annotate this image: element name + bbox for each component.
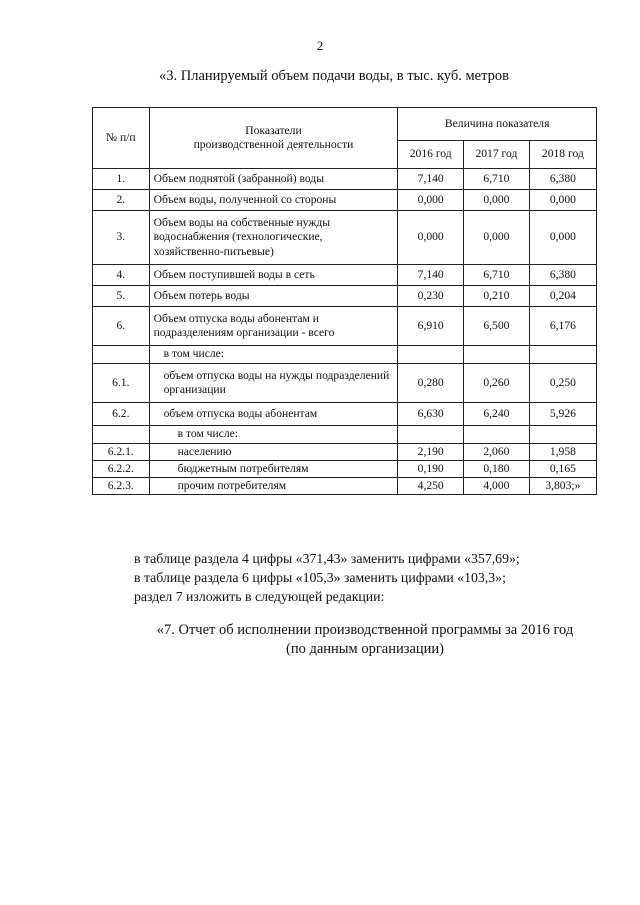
row-value-2016: 6,630 (398, 403, 464, 426)
row-value-2016: 0,190 (398, 461, 464, 478)
row-indicator: Объем поднятой (забранной) воды (149, 169, 398, 190)
page-number: 2 (316, 38, 324, 53)
row-number: 6. (93, 307, 150, 346)
row-value-2017 (464, 426, 530, 444)
row-value-2016 (398, 346, 464, 364)
row-value-2018: 0,000 (529, 211, 596, 265)
row-value-2017: 2,060 (464, 444, 530, 461)
row-value-2017: 0,000 (464, 211, 530, 265)
table-row (93, 286, 597, 307)
row-indicator: Объем воды, полученной со стороны (149, 190, 398, 211)
row-value-2017: 6,710 (464, 265, 530, 286)
row-indicator: Объем отпуска воды абонентам и подразделениям организации - всего (149, 307, 398, 346)
row-value-2018: 0,204 (529, 286, 596, 307)
row-value-2017: 0,180 (464, 461, 530, 478)
row-value-2016: 0,280 (398, 364, 464, 403)
table-row (93, 403, 597, 426)
section7-title (0, 621, 640, 659)
row-indicator: в том числе: (149, 346, 398, 364)
header-indicators: Показатели производственной деятельности (149, 108, 398, 169)
row-number: 6.2.3. (93, 478, 150, 495)
row-value-2018 (529, 346, 596, 364)
row-value-2016: 0,000 (398, 190, 464, 211)
row-indicator: бюджетным потребителям (149, 461, 398, 478)
row-value-2016: 4,250 (398, 478, 464, 495)
row-number: 1. (93, 169, 150, 190)
row-value-2018 (529, 426, 596, 444)
row-number: 4. (93, 265, 150, 286)
row-value-2018: 0,250 (529, 364, 596, 403)
row-value-2016: 0,000 (398, 211, 464, 265)
row-value-2018: 5,926 (529, 403, 596, 426)
row-value-2016: 7,140 (398, 265, 464, 286)
row-value-2017: 0,000 (464, 190, 530, 211)
row-value-2018: 6,380 (529, 169, 596, 190)
table-row (93, 190, 597, 211)
row-number: 6.2.2. (93, 461, 150, 478)
table-row (93, 307, 597, 346)
row-indicator: прочим потребителям (149, 478, 398, 495)
table-row (93, 211, 597, 265)
row-value-2017: 6,240 (464, 403, 530, 426)
table-row (93, 364, 597, 403)
table-row (93, 461, 597, 478)
table-row (93, 169, 597, 190)
row-value-2018: 6,380 (529, 265, 596, 286)
indicators-table (92, 107, 597, 495)
row-indicator: объем отпуска воды абонентам (149, 403, 398, 426)
row-value-2017 (464, 346, 530, 364)
row-indicator: населению (149, 444, 398, 461)
row-number: 6.2.1. (93, 444, 150, 461)
row-indicator: Объем потерь воды (149, 286, 398, 307)
row-number (93, 426, 150, 444)
row-indicator: в том числе: (149, 426, 398, 444)
amendments (134, 549, 520, 606)
row-value-2018: 1,958 (529, 444, 596, 461)
row-value-2017: 4,000 (464, 478, 530, 495)
row-value-2016: 7,140 (398, 169, 464, 190)
row-number: 6.1. (93, 364, 150, 403)
section7-title-line: «7. Отчет об исполнении производственной программы за 2016 год (156, 622, 574, 638)
header-year-2016: 2016 год (398, 141, 464, 169)
row-value-2016: 6,910 (398, 307, 464, 346)
row-number: 2. (93, 190, 150, 211)
table-row (93, 444, 597, 461)
row-indicator: Объем воды на собственные нужды водоснабжения (технологические, хозяйственно-питьевые) (149, 211, 398, 265)
section7-subtitle: (по данным организации) (285, 641, 444, 657)
row-value-2016: 0,230 (398, 286, 464, 307)
table-row (93, 478, 597, 495)
table-row (93, 265, 597, 286)
row-value-2017: 6,710 (464, 169, 530, 190)
row-number: 6.2. (93, 403, 150, 426)
row-value-2018: 6,176 (529, 307, 596, 346)
header-year-2018: 2018 год (529, 141, 596, 169)
amendment-line: раздел 7 изложить в следующей редакции: (134, 589, 385, 604)
row-value-2017: 0,210 (464, 286, 530, 307)
row-indicator: Объем поступившей воды в сеть (149, 265, 398, 286)
section-title: «3. Планируемый объем подачи воды, в тыс. куб. метров (159, 68, 509, 84)
row-indicator: объем отпуска воды на нужды подразделений организации (149, 364, 398, 403)
header-value-group: Величина показателя (398, 108, 597, 141)
row-number (93, 346, 150, 364)
header-num: № п/п (93, 108, 150, 169)
row-value-2018: 3,803;» (529, 478, 596, 495)
row-number: 3. (93, 211, 150, 265)
row-value-2017: 0,260 (464, 364, 530, 403)
table-row (93, 346, 597, 364)
row-value-2017: 6,500 (464, 307, 530, 346)
header-year-2017: 2017 год (464, 141, 530, 169)
row-value-2018: 0,165 (529, 461, 596, 478)
row-value-2018: 0,000 (529, 190, 596, 211)
amendment-line: в таблице раздела 4 цифры «371,43» заменить цифрами «357,69»; (134, 551, 520, 566)
row-number: 5. (93, 286, 150, 307)
row-value-2016 (398, 426, 464, 444)
amendment-line: в таблице раздела 6 цифры «105,3» заменить цифрами «103,3»; (134, 570, 506, 585)
row-value-2016: 2,190 (398, 444, 464, 461)
table-row (93, 426, 597, 444)
